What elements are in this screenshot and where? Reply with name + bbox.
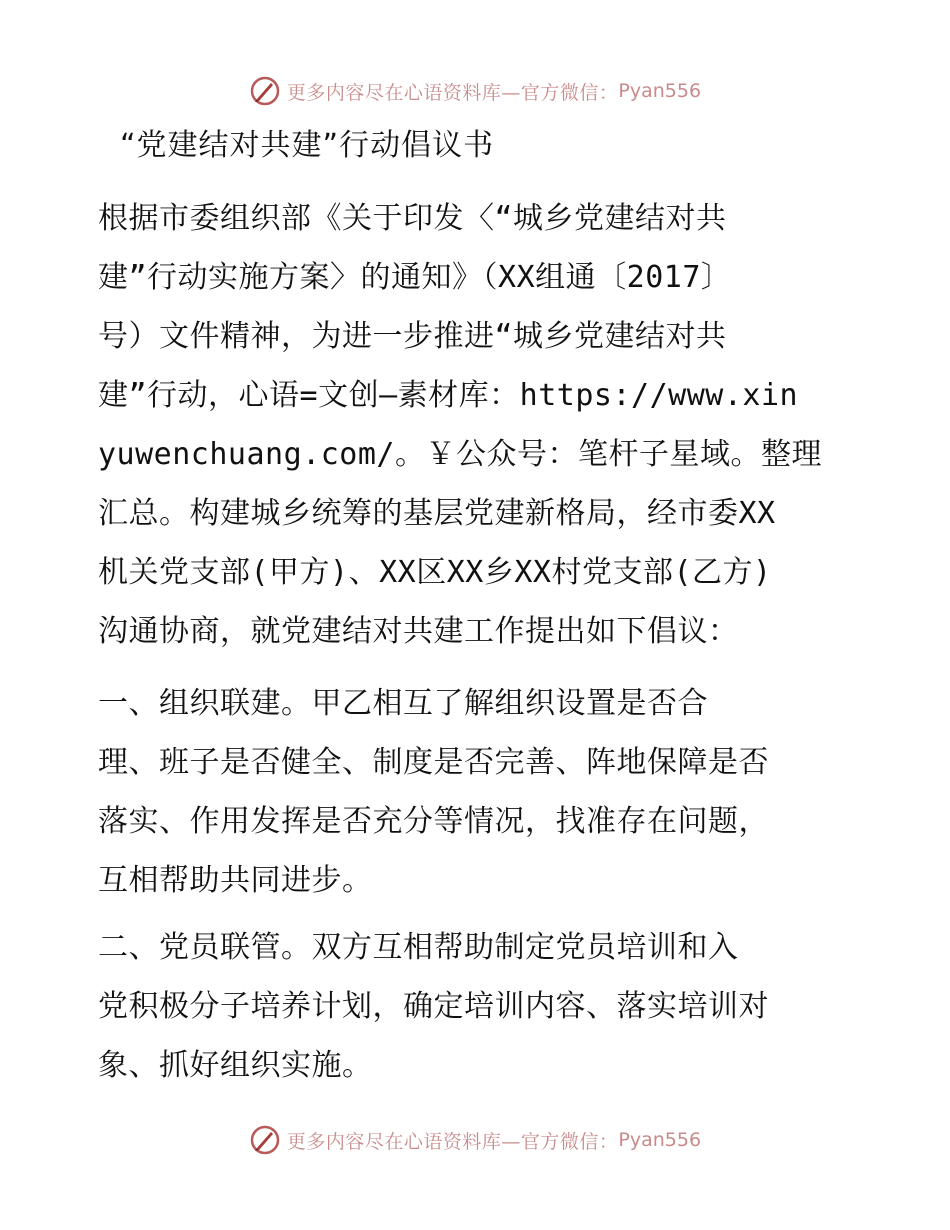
text-line: 理、班子是否健全、制度是否完善、阵地保障是否 [98, 745, 769, 780]
watermark-text: 更多内容尽在心语资料库—官方微信： [286, 1130, 619, 1153]
watermark-wechat-id: Pyan556 [618, 1129, 702, 1151]
watermark-banner-top [0, 71, 950, 111]
text-line: 机关党支部(甲方)、XX区XX乡XX村党支部(乙方) [98, 555, 772, 590]
watermark-wechat-id: Pyan556 [618, 80, 702, 102]
watermark-text: 更多内容尽在心语资料库—官方微信： [286, 81, 619, 104]
text-line: 建”行动实施方案〉的通知》（XX组通〔2017〕 [98, 260, 732, 295]
text-line: 象、抓好组织实施。 [98, 1048, 373, 1083]
paragraph-intro [98, 189, 858, 661]
text-line: 党积极分子培养计划，确定培训内容、落实培训对 [98, 989, 769, 1024]
text-line: 二、党员联管。双方互相帮助制定党员培训和入 [98, 930, 739, 965]
watermark-banner-bottom [0, 1120, 950, 1160]
text-line: 互相帮助共同进步。 [98, 863, 373, 898]
document-title: “党建结对共建”行动倡议书 [120, 128, 495, 163]
quill-logo-icon [249, 1124, 281, 1156]
text-line: 号）文件精神，为进一步推进“城乡党建结对共 [98, 319, 727, 354]
paragraph-party-members [98, 918, 858, 1095]
text-line: 建”行动，心语=文创—素材库：https://www.xin [98, 378, 799, 413]
paragraph-organization [98, 674, 858, 910]
text-line: 根据市委组织部《关于印发〈“城乡党建结对共 [98, 201, 727, 236]
text-line: 沟通协商，就党建结对共建工作提出如下倡议： [98, 614, 739, 649]
text-line: 落实、作用发挥是否充分等情况，找准存在问题， [98, 804, 769, 839]
text-line: 一、组织联建。甲乙相互了解组织设置是否合 [98, 686, 708, 721]
quill-logo-icon [249, 75, 281, 107]
text-line: yuwenchuang.com/。￥公众号：笔杆子星域。整理 [98, 437, 822, 472]
text-line: 汇总。构建城乡统筹的基层党建新格局，经市委XX [98, 496, 776, 531]
